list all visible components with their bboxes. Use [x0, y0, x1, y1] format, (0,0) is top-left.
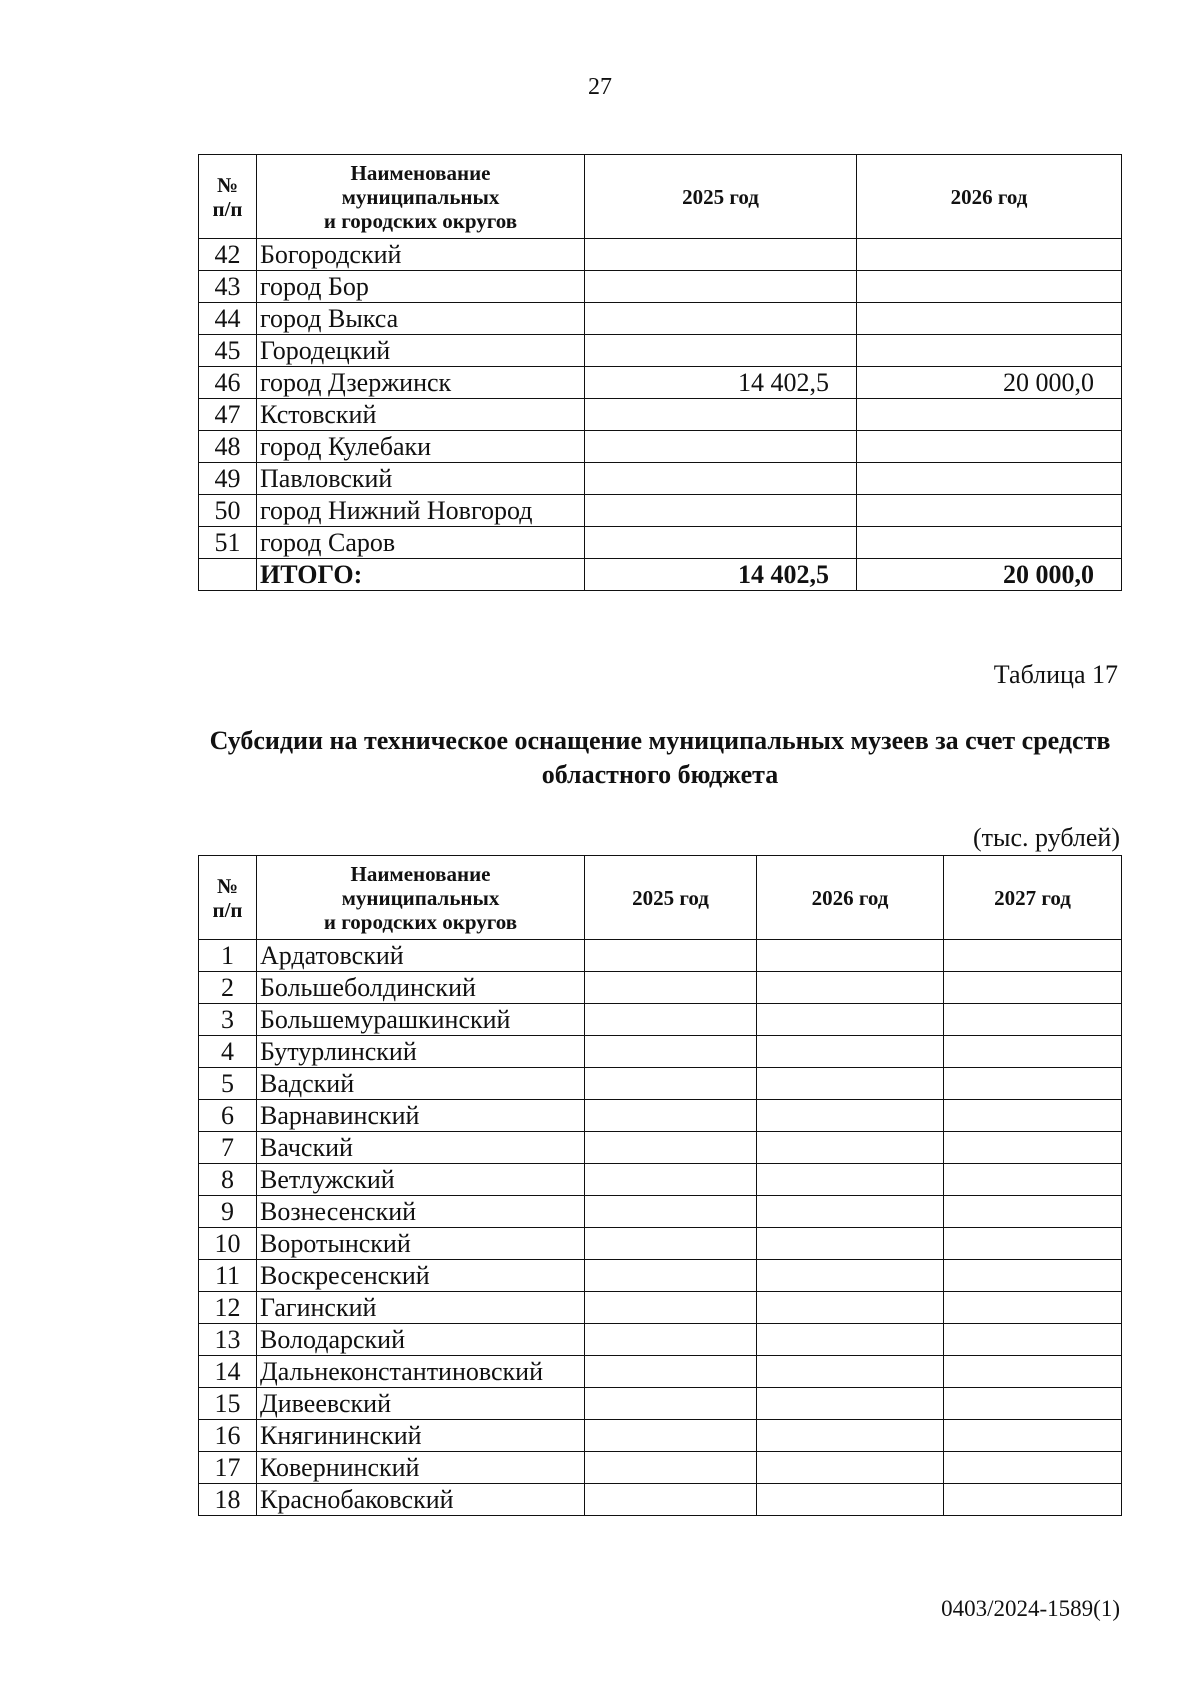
row-number: 2 [199, 972, 257, 1004]
value-2026 [757, 1132, 944, 1164]
table-row [199, 1356, 1122, 1388]
header-2025: 2025 год [585, 155, 857, 239]
value-2025 [585, 940, 757, 972]
municipality-name: Ардатовский [257, 940, 585, 972]
municipality-name: Воротынский [257, 1228, 585, 1260]
value-2025 [585, 1484, 757, 1516]
municipality-name: Дальнеконстантиновский [257, 1356, 585, 1388]
value-2027 [944, 1228, 1122, 1260]
value-2026 [757, 972, 944, 1004]
row-number: 42 [199, 239, 257, 271]
table-row [199, 399, 1122, 431]
value-2026 [757, 1068, 944, 1100]
row-number: 15 [199, 1388, 257, 1420]
municipality-name: Большеболдинский [257, 972, 585, 1004]
table-row [199, 239, 1122, 271]
value-2026 [757, 1356, 944, 1388]
municipality-name: Вачский [257, 1132, 585, 1164]
header-2026: 2026 год [857, 155, 1122, 239]
municipality-name: Дивеевский [257, 1388, 585, 1420]
table-row [199, 1036, 1122, 1068]
row-number: 51 [199, 527, 257, 559]
table-row [199, 1228, 1122, 1260]
value-2025 [585, 1068, 757, 1100]
municipality-name: Большемурашкинский [257, 1004, 585, 1036]
row-number: 13 [199, 1324, 257, 1356]
total-label: ИТОГО: [257, 559, 585, 591]
value-2026 [757, 1452, 944, 1484]
document-code: 0403/2024-1589(1) [941, 1596, 1120, 1621]
municipality-name: Ковернинский [257, 1452, 585, 1484]
value-2027 [944, 1452, 1122, 1484]
value-2025 [585, 303, 857, 335]
value-2026 [757, 1324, 944, 1356]
table-row [199, 495, 1122, 527]
header-2026: 2026 год [757, 856, 944, 940]
value-2025 [585, 399, 857, 431]
table-row [199, 1132, 1122, 1164]
units-label: (тыс. рублей) [972, 823, 1120, 852]
municipality-name: город Дзержинск [257, 367, 585, 399]
municipality-name: Кстовский [257, 399, 585, 431]
row-number: 1 [199, 940, 257, 972]
municipality-name: Городецкий [257, 335, 585, 367]
municipality-name: город Нижний Новгород [257, 495, 585, 527]
value-2027 [944, 1388, 1122, 1420]
value-2025 [585, 1388, 757, 1420]
row-number: 5 [199, 1068, 257, 1100]
value-2027 [944, 1196, 1122, 1228]
municipality-name: город Выкса [257, 303, 585, 335]
municipality-name: Богородский [257, 239, 585, 271]
total-empty-cell [199, 559, 257, 591]
value-2027 [944, 1260, 1122, 1292]
value-2026 [857, 399, 1122, 431]
total-row [199, 559, 1122, 591]
municipality-name: Гагинский [257, 1292, 585, 1324]
row-number: 50 [199, 495, 257, 527]
value-2025 [585, 335, 857, 367]
table-row [199, 271, 1122, 303]
value-2025 [585, 1420, 757, 1452]
value-2027 [944, 1036, 1122, 1068]
table-row [199, 1260, 1122, 1292]
value-2027 [944, 1292, 1122, 1324]
value-2027 [944, 1324, 1122, 1356]
table-row [199, 1004, 1122, 1036]
row-number: 49 [199, 463, 257, 495]
value-2027 [944, 1356, 1122, 1388]
value-2025 [585, 239, 857, 271]
table-title: Субсидии на техническое оснащение муниципальных музеев за счет средств областного бюджета [209, 726, 1111, 789]
row-number: 11 [199, 1260, 257, 1292]
municipality-name: Бутурлинский [257, 1036, 585, 1068]
value-2026 [757, 1164, 944, 1196]
value-2027 [944, 1484, 1122, 1516]
row-number: 17 [199, 1452, 257, 1484]
row-number: 4 [199, 1036, 257, 1068]
value-2025 [585, 972, 757, 1004]
municipality-name: Воскресенский [257, 1260, 585, 1292]
municipality-name: Вадский [257, 1068, 585, 1100]
value-2026 [757, 1196, 944, 1228]
municipality-name: Ветлужский [257, 1164, 585, 1196]
row-number: 47 [199, 399, 257, 431]
value-2027 [944, 1100, 1122, 1132]
header-num: № п/п [199, 155, 257, 239]
table-row [199, 463, 1122, 495]
value-2026 [757, 1100, 944, 1132]
header-num: № п/п [199, 856, 257, 940]
value-2027 [944, 940, 1122, 972]
total-2026: 20 000,0 [857, 559, 1122, 591]
header-2025: 2025 год [585, 856, 757, 940]
row-number: 46 [199, 367, 257, 399]
value-2027 [944, 1068, 1122, 1100]
value-2026 [857, 335, 1122, 367]
value-2025 [585, 1196, 757, 1228]
municipality-name: Княгининский [257, 1420, 585, 1452]
value-2025 [585, 495, 857, 527]
value-2026 [757, 1388, 944, 1420]
value-2026 [857, 271, 1122, 303]
value-2025 [585, 431, 857, 463]
value-2025 [585, 1324, 757, 1356]
value-2025 [585, 1004, 757, 1036]
value-2025 [585, 1132, 757, 1164]
table-row [199, 1420, 1122, 1452]
value-2026 [857, 303, 1122, 335]
value-2026 [757, 1260, 944, 1292]
row-number: 18 [199, 1484, 257, 1516]
row-number: 6 [199, 1100, 257, 1132]
row-number: 44 [199, 303, 257, 335]
row-number: 12 [199, 1292, 257, 1324]
page-number: 27 [588, 74, 612, 100]
value-2026 [857, 463, 1122, 495]
row-number: 10 [199, 1228, 257, 1260]
table-row [199, 1484, 1122, 1516]
row-number: 45 [199, 335, 257, 367]
table-row [199, 972, 1122, 1004]
value-2025: 14 402,5 [585, 367, 857, 399]
header-name: Наименование муниципальных и городских округов [257, 155, 585, 239]
table-row [199, 527, 1122, 559]
value-2026: 20 000,0 [857, 367, 1122, 399]
value-2025 [585, 271, 857, 303]
table-row [199, 940, 1122, 972]
value-2025 [585, 1452, 757, 1484]
municipality-name: город Саров [257, 527, 585, 559]
table-row [199, 1164, 1122, 1196]
table-row [199, 1196, 1122, 1228]
table-row [199, 1068, 1122, 1100]
table-17-continuation [198, 154, 1122, 591]
municipality-name: Павловский [257, 463, 585, 495]
table-row [199, 1452, 1122, 1484]
table-label: Таблица 17 [993, 660, 1118, 689]
municipality-name: город Кулебаки [257, 431, 585, 463]
municipality-name: Краснобаковский [257, 1484, 585, 1516]
table-row [199, 303, 1122, 335]
table-row [199, 1324, 1122, 1356]
row-number: 9 [199, 1196, 257, 1228]
header-2027: 2027 год [944, 856, 1122, 940]
total-2025: 14 402,5 [585, 559, 857, 591]
table-row [199, 367, 1122, 399]
value-2025 [585, 1228, 757, 1260]
municipality-name: Володарский [257, 1324, 585, 1356]
value-2025 [585, 1164, 757, 1196]
row-number: 8 [199, 1164, 257, 1196]
table-row [199, 1388, 1122, 1420]
value-2026 [757, 1484, 944, 1516]
value-2026 [757, 1004, 944, 1036]
value-2027 [944, 1132, 1122, 1164]
value-2026 [757, 1228, 944, 1260]
value-2026 [857, 239, 1122, 271]
value-2027 [944, 1004, 1122, 1036]
value-2026 [757, 1036, 944, 1068]
table-17 [198, 855, 1122, 1516]
value-2025 [585, 1036, 757, 1068]
value-2025 [585, 1356, 757, 1388]
value-2026 [757, 940, 944, 972]
value-2025 [585, 527, 857, 559]
table-row [199, 1100, 1122, 1132]
row-number: 7 [199, 1132, 257, 1164]
table-row [199, 431, 1122, 463]
value-2026 [857, 527, 1122, 559]
table-row [199, 335, 1122, 367]
row-number: 43 [199, 271, 257, 303]
header-name: Наименование муниципальных и городских округов [257, 856, 585, 940]
municipality-name: Варнавинский [257, 1100, 585, 1132]
value-2027 [944, 1420, 1122, 1452]
value-2025 [585, 1260, 757, 1292]
value-2027 [944, 1164, 1122, 1196]
value-2025 [585, 1292, 757, 1324]
value-2027 [944, 972, 1122, 1004]
value-2025 [585, 463, 857, 495]
table-row [199, 1292, 1122, 1324]
value-2026 [757, 1420, 944, 1452]
row-number: 3 [199, 1004, 257, 1036]
value-2026 [757, 1292, 944, 1324]
row-number: 16 [199, 1420, 257, 1452]
municipality-name: город Бор [257, 271, 585, 303]
value-2025 [585, 1100, 757, 1132]
value-2026 [857, 431, 1122, 463]
row-number: 14 [199, 1356, 257, 1388]
row-number: 48 [199, 431, 257, 463]
value-2026 [857, 495, 1122, 527]
municipality-name: Вознесенский [257, 1196, 585, 1228]
